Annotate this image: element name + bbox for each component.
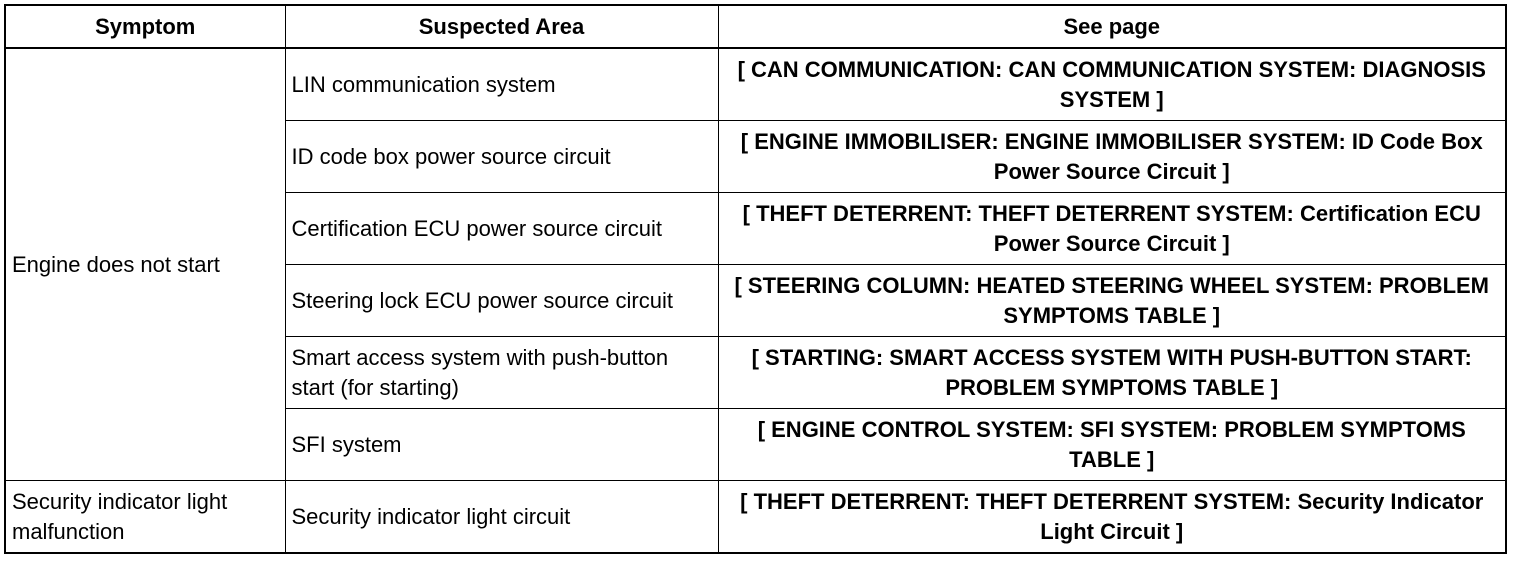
suspected-area-cell: Security indicator light circuit: [285, 481, 718, 554]
suspected-area-cell: Certification ECU power source circuit: [285, 193, 718, 265]
symptom-cell: Engine does not start: [5, 48, 285, 481]
suspected-area-cell: Steering lock ECU power source circuit: [285, 265, 718, 337]
header-symptom: Symptom: [5, 5, 285, 48]
see-page-link[interactable]: [ STEERING COLUMN: HEATED STEERING WHEEL SYSTEM: PROBLEM SYMPTOMS TABLE ]: [718, 265, 1506, 337]
symptom-cell: Security indicator light malfunction: [5, 481, 285, 554]
suspected-area-cell: ID code box power source circuit: [285, 121, 718, 193]
header-suspected-area: Suspected Area: [285, 5, 718, 48]
see-page-link[interactable]: [ THEFT DETERRENT: THEFT DETERRENT SYSTEM: Security Indicator Light Circuit ]: [718, 481, 1506, 554]
header-see-page: See page: [718, 5, 1506, 48]
see-page-link[interactable]: [ STARTING: SMART ACCESS SYSTEM WITH PUSH-BUTTON START: PROBLEM SYMPTOMS TABLE ]: [718, 337, 1506, 409]
suspected-area-cell: SFI system: [285, 409, 718, 481]
table-row: [5, 48, 1506, 121]
suspected-area-cell: Smart access system with push-button start (for starting): [285, 337, 718, 409]
see-page-link[interactable]: [ CAN COMMUNICATION: CAN COMMUNICATION SYSTEM: DIAGNOSIS SYSTEM ]: [718, 48, 1506, 121]
see-page-link[interactable]: [ ENGINE IMMOBILISER: ENGINE IMMOBILISER SYSTEM: ID Code Box Power Source Circuit ]: [718, 121, 1506, 193]
see-page-link[interactable]: [ THEFT DETERRENT: THEFT DETERRENT SYSTEM: Certification ECU Power Source Circuit ]: [718, 193, 1506, 265]
suspected-area-cell: LIN communication system: [285, 48, 718, 121]
see-page-link[interactable]: [ ENGINE CONTROL SYSTEM: SFI SYSTEM: PROBLEM SYMPTOMS TABLE ]: [718, 409, 1506, 481]
table-header-row: [5, 5, 1506, 48]
problem-symptoms-table: [4, 4, 1507, 554]
table-row: [5, 481, 1506, 554]
